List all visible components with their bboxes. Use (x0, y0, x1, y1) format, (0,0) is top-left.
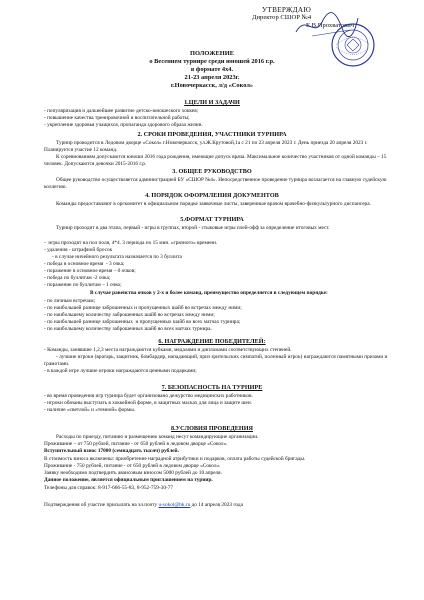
section-8-para-6: Заявку необходимо подтвердить авансовым взносом 5000 рублей до 10 апреля. (44, 470, 222, 476)
section-6-para-3: - в каждой игре лучшие игроки награждаются ценными подарками; (44, 368, 197, 374)
section-5-item: - победа по буллитам -2 очка; (44, 275, 111, 281)
section-5-tiebreak-item: - по наибольшему количеству заброшенных шайб во всех матчах турнира. (44, 326, 212, 332)
section-4-para-1: Команды предоставляют в оргкомитет в официальном порядке заявочные листы, заверенные врачом врачебно-физкультурного диспансера. (56, 201, 371, 207)
section-7-item: - во время проведения игр турнира будет организовано дежурство медицинских работников. (44, 393, 253, 399)
section-1-heading: 1.ЦЕЛИ И ЗАДАЧИ (184, 99, 240, 106)
section-2-para-1: Турнир проводится в Ледовом дворце «Сокол» г.Новочеркасск, ул.Ж.Крутовой,1а с 21 по 23 апреля 2023 г. День приезда 20 апреля 2023 г. Планируется участие 12 команд. (44, 140, 369, 153)
section-2-para-2: К соревнованиям допускаются юноши 2016 года рождения, имеющие допуск врача. Максимальное количество участников от одной команды – 15 человек. Допускаются девочки 2015-2016 г.р. (44, 154, 388, 167)
approval-line-2: Директор СШОР №4 (252, 14, 312, 21)
section-1-item: - укрепление здоровья учащихся, пропаганда здорового образа жизни. (44, 122, 203, 128)
section-7-heading: 7. БЕЗОПАСНОСТЬ НА ТУРНИРЕ (161, 384, 263, 391)
section-4-heading: 4. ПОРЯДОК ОФОРМЛЕНИЯ ДОКУМЕНТОВ (145, 192, 279, 199)
section-8-phones: Телефоны для справок: 8-917-666-55-83, 8-952-759-30-77 (44, 485, 174, 491)
section-8-fee: Вступительный взнос 17000 (семнадцать тысяч) рублей. (44, 448, 179, 454)
section-5-item: - в случае ничейного результата назначается по 3 буллита (52, 254, 182, 260)
doc-dates: 21-23 апреля 2023г. (184, 74, 240, 81)
doc-subtitle-2: в формате 4х4. (190, 66, 234, 73)
section-5-tiebreak-item: - по личным встречам; (44, 298, 96, 304)
approval-line-3: Е.В.Прохватович (306, 22, 355, 29)
section-5-tiebreak-heading: В случае равенства очков у 2-х и более команд, преимущество определяется в следующем порядке: (90, 290, 328, 296)
section-7-item: - наличие «светлой» и «темной» формы. (44, 407, 136, 413)
section-5-tiebreak-item: - по наибольшему количеству заброшенных шайб во встречах между ними; (44, 312, 215, 318)
section-1-item: - популяризация и дальнейшее развитие детско-юношеского хоккея; (44, 108, 199, 114)
confirmation-text-pre: Подтверждения об участие присылать на эл.почту (44, 502, 159, 508)
section-5-para-1: Турнир проходит в два этапа, первый - игры в группах, второй - стыковые игры плей-офф за определение итоговых мест. (56, 225, 330, 231)
section-6-para-1: - Команды, занявшие 1,2,3 места награждаются кубками, медалями и дипломами соответствующих степеней. (44, 347, 292, 353)
section-6-heading: 6. НАГРАЖДЕНИЕ ПОБЕДИТЕЛЕЙ: (158, 338, 266, 345)
section-8-para-4: В стоимость взноса включены: приобретение наградной атрибутики и подарков, оплата работы судейской бригады. (44, 456, 306, 462)
section-5-item: - удаления - штрафной бросок (44, 247, 113, 253)
section-8-invitation: Данное положение, является официальным приглашением на турнир. (44, 477, 213, 483)
section-1-item: - повышение качества тренировочной и воспитательной работы; (44, 115, 190, 121)
section-3-para-1: Общее руководство осуществляется администрацией БУ «СШОР №4». Непосредственное проведение турнира возлагается на главную судейскую коллегию. (44, 177, 388, 190)
section-5-item: - поражение в основное время – 0 очков; (44, 268, 136, 274)
section-8-para-2: Проживание – от 750 рублей, питание - от 650 рублей в ледовом дворце «Сокол». (44, 441, 228, 447)
doc-place: г.Новочеркасск, л/д «Сокол» (170, 82, 254, 89)
section-3-heading: 3. ОБЩЕЕ РУКОВОДСТВО (172, 168, 252, 175)
section-5-heading: 5.ФОРМАТ ТУРНИРА (180, 216, 244, 223)
section-5-item: - победа в основное время - 3 очка; (44, 261, 125, 267)
section-8-para-5: Проживание - 750 рублей, питание - от 650 рублей в ледовом дворце «Сокол». (44, 463, 221, 469)
section-5-item: - поражение по буллитам – 1 очко; (44, 282, 122, 288)
section-2-heading: 2. СРОКИ ПРОВЕДЕНИЯ, УЧАСТНИКИ ТУРНИРА (137, 131, 287, 138)
section-8-heading: 8.УСЛОВИЯ ПРОВЕДЕНИЯ (171, 425, 253, 432)
doc-title: ПОЛОЖЕНИЕ (190, 50, 234, 57)
email-link[interactable]: u-sokol@bk.ru (158, 502, 191, 508)
section-5-item: - игры проходят на пол поля, 4*4. 3 периода по 15 мин. «грязного» времени. (44, 240, 218, 246)
doc-subtitle-1: о Весеннем турнире среди юношей 2016 г.р. (149, 58, 275, 65)
section-6-para-2: - лучшие игроки (вратарь, защитник, бомбардир, нападающий, приз зрительских симпатий, полезный игрок) награждаются памятными призами и грамотами. (44, 354, 389, 367)
section-8-para-1: Расходы по приезду, питанию и размещению команд несут командирующие организации. (56, 434, 259, 440)
confirmation-text-post: до 14 апреля 2023 года (190, 502, 243, 508)
confirmation-line (44, 502, 390, 509)
section-7-item: - игроки обязаны выступать в хоккейной форме, в защитных масках для лица и защите шеи. (44, 400, 252, 406)
section-5-tiebreak-item: - по наибольшей разнице заброшенных и пропущенных шайб во встречах между ними; (44, 305, 242, 311)
section-5-tiebreak-item: - по наибольшей разнице заброшенных и пропущенных шайб во всех матчах турнира; (44, 319, 241, 325)
approval-line-1: УТВЕРЖДАЮ (262, 6, 312, 14)
